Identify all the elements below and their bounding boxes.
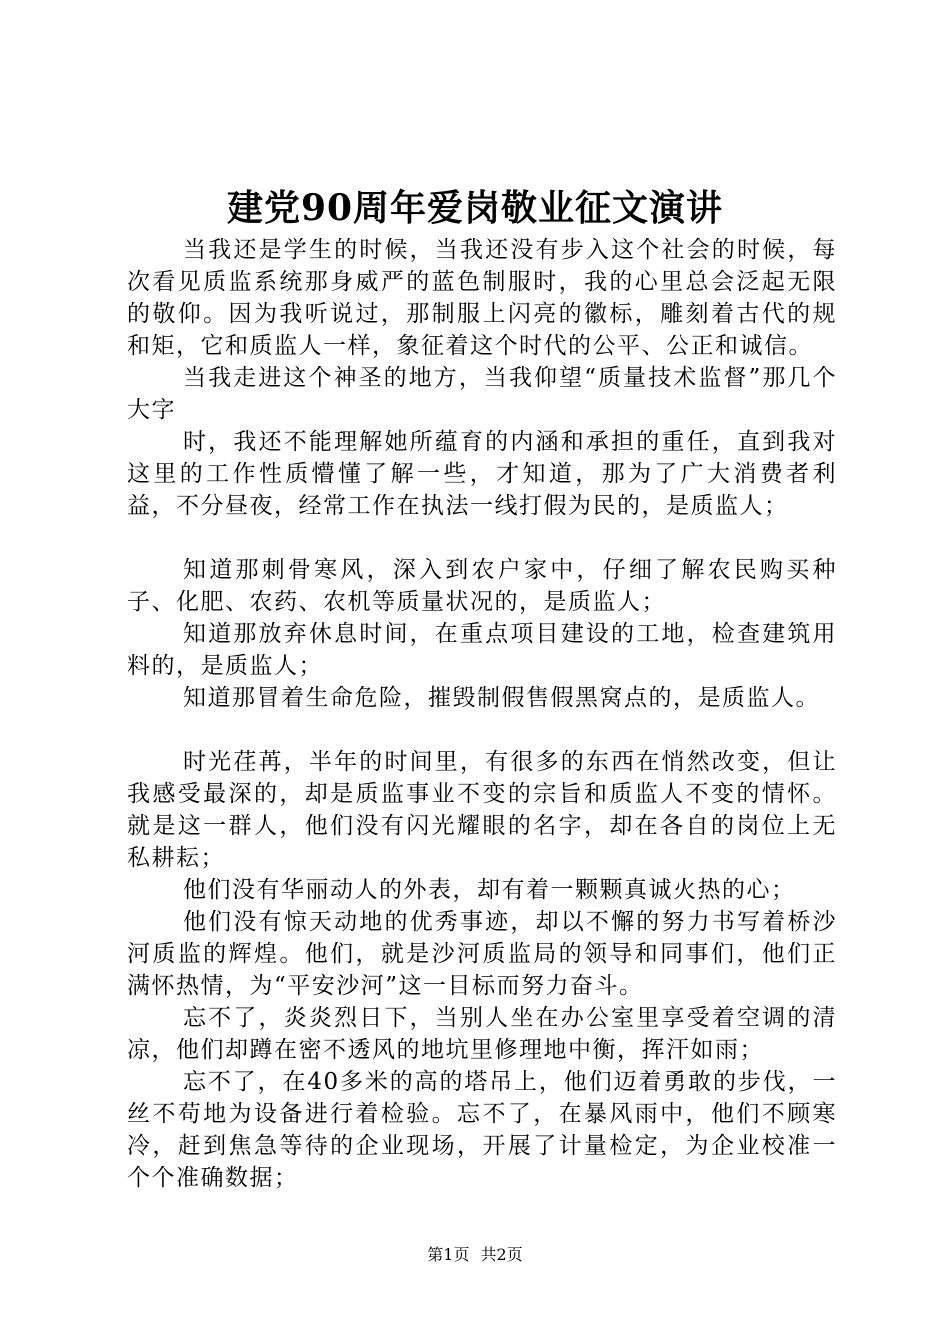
document-title: 建党90周年爱岗敬业征文演讲 [226, 187, 724, 229]
paragraph: 他们没有惊天动地的优秀事迹，却以不懈的努力书写着桥沙河质监的辉煌。他们，就是沙河质监局的领导和同事们，他们正满怀热情，为“平安沙河”这一目标而努力奋斗。 [127, 909, 837, 999]
paragraph: 时光荏苒，半年的时间里，有很多的东西在悄然改变，但让我感受最深的，却是质监事业不变的宗旨和质监人不变的情怀。就是这一群人，他们没有闪光耀眼的名字，却在各自的岗位上无私耕耘； [127, 749, 837, 871]
page-total: 共2页 [480, 1245, 523, 1264]
paragraph: 知道那放弃休息时间，在重点项目建设的工地，检查建筑用料的，是质监人； [127, 621, 837, 679]
paragraph: 知道那冒着生命危险，摧毁制假售假黑窝点的，是质监人。 [183, 685, 820, 711]
page-footer [0, 1243, 950, 1267]
page-number: 第1页 [427, 1245, 470, 1264]
paragraph: 他们没有华丽动人的外表，却有着一颗颗真诚火热的心； [183, 877, 796, 903]
paragraph: 当我走进这个神圣的地方，当我仰望“质量技术监督”那几个大字 [127, 365, 837, 423]
paragraph: 忘不了，炎炎烈日下，当别人坐在办公室里享受着空调的清凉，他们却蹲在密不透风的地坑里修理地中衡，挥汗如雨； [127, 1005, 837, 1063]
paragraph: 当我还是学生的时候，当我还没有步入这个社会的时候，每次看见质监系统那身威严的蓝色制服时，我的心里总会泛起无限的敬仰。因为我听说过，那制服上闪亮的徽标，雕刻着古代的规和矩，它和质监人一样，象征着这个时代的公平、公正和诚信。 [127, 237, 837, 359]
paragraph: 时，我还不能理解她所蕴育的内涵和承担的重任，直到我对这里的工作性质懵懂了解一些，才知道，那为了广大消费者利益，不分昼夜，经常工作在执法一线打假为民的，是质监人； [127, 429, 837, 519]
paragraph: 忘不了，在40多米的高的塔吊上，他们迈着勇敢的步伐，一丝不苟地为设备进行着检验。忘不了，在暴风雨中，他们不顾寒冷，赶到焦急等待的企业现场，开展了计量检定，为企业校准一个个准确数据； [127, 1069, 837, 1191]
document-body [127, 234, 837, 1194]
paragraph: 知道那刺骨寒风，深入到农户家中，仔细了解农民购买种子、化肥、农药、农机等质量状况的，是质监人； [127, 557, 837, 615]
